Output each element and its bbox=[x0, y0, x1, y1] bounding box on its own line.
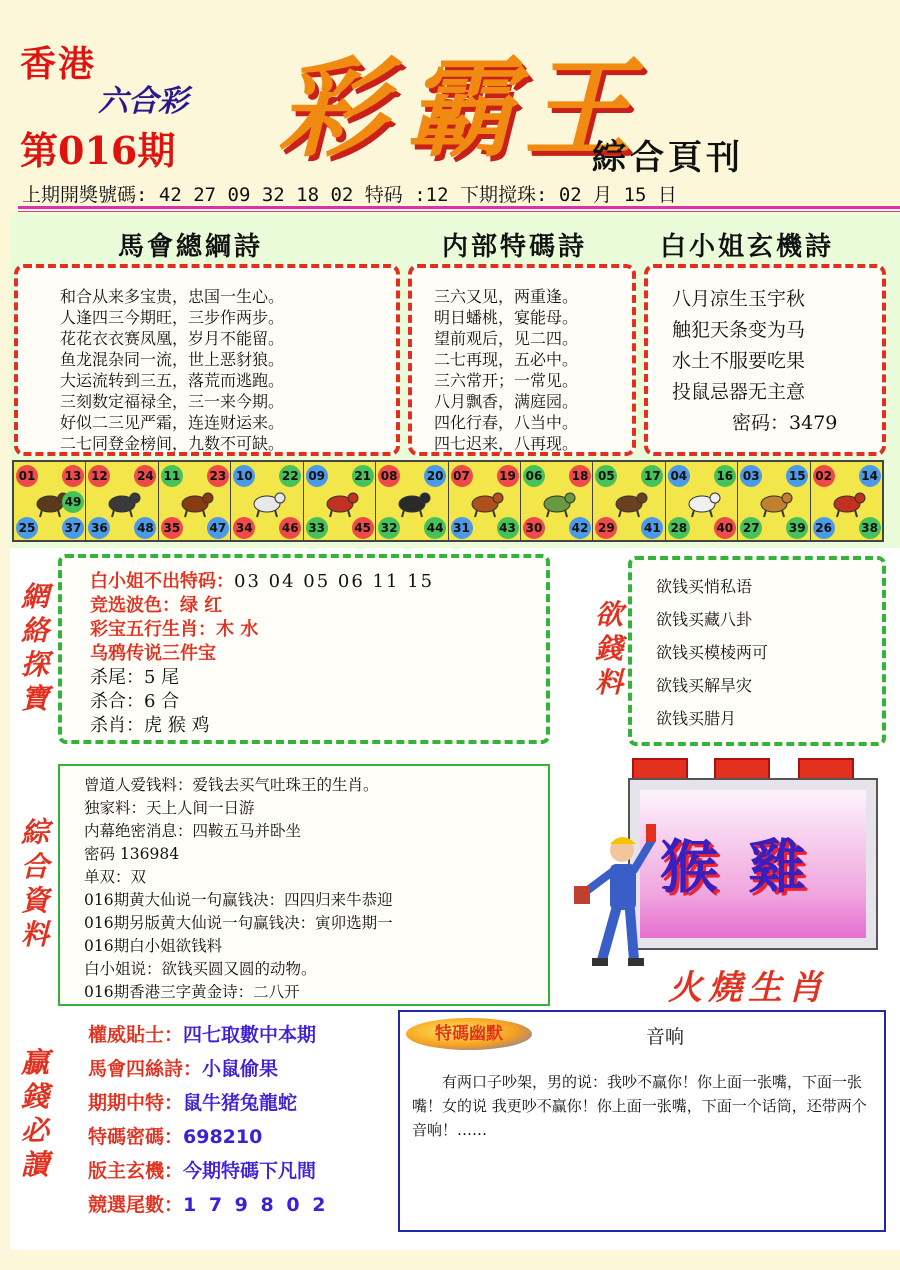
poem2-line: 三六常开；一常见。 bbox=[434, 371, 579, 390]
poem3-line: 水土不服要吃果 bbox=[672, 350, 806, 372]
number-ball: 47 bbox=[207, 517, 229, 539]
poem1-box bbox=[14, 264, 400, 456]
number-ball: 29 bbox=[595, 517, 617, 539]
number-ball: 38 bbox=[859, 517, 881, 539]
network-row: 彩宝五行生肖：木 水 bbox=[90, 619, 259, 640]
network-list bbox=[90, 570, 434, 738]
tips-side-title: 贏 錢 必 讀 bbox=[20, 1046, 49, 1181]
number-ball: 41 bbox=[641, 517, 663, 539]
poem1-line: 鱼龙混杂同一流，世上恶豺狼。 bbox=[60, 350, 285, 369]
poem3-line: 投鼠忌器无主意 bbox=[672, 381, 806, 403]
number-ball: 26 bbox=[813, 517, 835, 539]
zodiac-cell bbox=[231, 462, 303, 540]
money-item: 欲钱买悄私语 bbox=[656, 577, 753, 596]
header-divider bbox=[18, 206, 900, 209]
network-row: 白小姐不出特码：03 04 05 06 11 15 bbox=[90, 571, 435, 592]
zodiac-cell bbox=[666, 462, 738, 540]
zodiac-cell bbox=[86, 462, 158, 540]
logo-char-2: 霸 bbox=[406, 46, 515, 172]
zodiac-cell bbox=[449, 462, 521, 540]
poem2-text bbox=[434, 286, 578, 454]
number-ball: 05 bbox=[595, 465, 617, 487]
poem2-line: 望前观后，见二四。 bbox=[434, 329, 579, 348]
joke-body: 有两口子吵架，男的说：我吵不赢你！你上面一张嘴，下面一张嘴！女的说 我更吵不赢你！你上面一张嘴，下面一个话筒，还带两个音响！…… bbox=[412, 1073, 867, 1139]
general-line: 016期白小姐欲钱料 bbox=[84, 937, 223, 955]
number-ball: 21 bbox=[352, 465, 374, 487]
number-ball: 09 bbox=[306, 465, 328, 487]
rabbit-icon bbox=[245, 486, 289, 518]
joke-title: 音响 bbox=[646, 1026, 685, 1048]
number-ball: 42 bbox=[569, 517, 591, 539]
goat-icon bbox=[535, 486, 579, 518]
poem3-box bbox=[644, 264, 886, 456]
poem1-line: 大运流转到三五，落荒而逃跑。 bbox=[60, 371, 285, 390]
joke-badge: 特碼幽默 bbox=[406, 1018, 532, 1050]
number-ball: 14 bbox=[859, 465, 881, 487]
tip-row: 特碼密碼：698210 bbox=[88, 1126, 263, 1148]
number-ball: 44 bbox=[424, 517, 446, 539]
poem2-line: 明日蟠桃，宴能母。 bbox=[434, 308, 579, 327]
number-ball: 33 bbox=[306, 517, 328, 539]
network-row: 杀合：6 合 bbox=[90, 691, 180, 712]
logo-char-1: 彩 bbox=[278, 46, 387, 172]
general-line: 016期黄大仙说一句赢钱决：四四归来牛恭迎 bbox=[84, 891, 393, 909]
header-divider-thin bbox=[18, 211, 900, 212]
region-title: 香港 bbox=[20, 43, 97, 85]
poem3-code: 密码：3479 bbox=[732, 412, 838, 434]
tiger-icon bbox=[752, 486, 796, 518]
general-line: 白小姐说：欲钱买圆又圆的动物。 bbox=[84, 960, 317, 978]
issue-number: 第016期 bbox=[20, 128, 176, 173]
billboard-caption: 火燒生肖 bbox=[668, 968, 828, 1008]
number-ball: 17 bbox=[641, 465, 663, 487]
number-ball: 46 bbox=[279, 517, 301, 539]
zodiac-cell bbox=[738, 462, 810, 540]
poem2-line: 四七迟来，八再现。 bbox=[434, 434, 579, 453]
dragon-icon bbox=[318, 486, 362, 518]
general-line: 内幕绝密消息：四鞍五马并卧坐 bbox=[84, 822, 302, 840]
number-ball: 04 bbox=[668, 465, 690, 487]
zodiac-cell bbox=[159, 462, 231, 540]
monkey-icon bbox=[607, 486, 651, 518]
number-ball: 25 bbox=[16, 517, 38, 539]
zodiac-cell bbox=[593, 462, 665, 540]
number-ball: 15 bbox=[786, 465, 808, 487]
general-line: 单双：双 bbox=[84, 868, 147, 886]
number-ball: 39 bbox=[786, 517, 808, 539]
poem3-text bbox=[672, 284, 837, 439]
painter-icon bbox=[560, 820, 670, 970]
billboard-lamp bbox=[798, 758, 854, 780]
number-ball: 45 bbox=[352, 517, 374, 539]
poem1-line: 人逢四三今期旺，三步作两步。 bbox=[60, 308, 285, 327]
poem1-text bbox=[60, 286, 284, 454]
network-row: 杀肖：虎 猴 鸡 bbox=[90, 715, 210, 736]
poem3-title: 白小姐玄機詩 bbox=[660, 232, 835, 262]
number-ball: 20 bbox=[424, 465, 446, 487]
number-ball: 40 bbox=[714, 517, 736, 539]
money-item: 欲钱买解旱灾 bbox=[656, 676, 753, 695]
network-row: 竞选波色：绿 红 bbox=[90, 595, 223, 616]
number-ball: 49 bbox=[62, 491, 84, 513]
poem3-line: 八月凉生玉宇秋 bbox=[672, 288, 806, 310]
ox-icon bbox=[825, 486, 869, 518]
number-ball: 10 bbox=[233, 465, 255, 487]
subtitle: 綜合頁刊 bbox=[592, 138, 744, 178]
poem2-box bbox=[408, 264, 636, 456]
general-line: 密码 136984 bbox=[84, 845, 180, 863]
network-row: 杀尾：5 尾 bbox=[90, 667, 180, 688]
number-ball: 03 bbox=[740, 465, 762, 487]
tip-row: 馬會四絲詩：小鼠偷果 bbox=[88, 1058, 279, 1080]
zodiac-cell bbox=[521, 462, 593, 540]
zodiac-number-table bbox=[12, 460, 884, 542]
tip-row: 版主玄機：今期特碼下凡間 bbox=[88, 1160, 317, 1182]
pig-icon bbox=[100, 486, 144, 518]
zodiac-cell bbox=[811, 462, 882, 540]
poem1-line: 二七同登金榜间，九数不可缺。 bbox=[60, 434, 285, 453]
general-box bbox=[58, 764, 550, 1006]
tip-row: 競選尾數：1 7 9 8 0 2 bbox=[88, 1194, 329, 1216]
number-ball: 37 bbox=[62, 517, 84, 539]
dog-icon bbox=[173, 486, 217, 518]
money-item: 欲钱买藏八卦 bbox=[656, 610, 753, 629]
number-ball: 24 bbox=[134, 465, 156, 487]
billboard-lamp bbox=[632, 758, 688, 780]
rooster-icon bbox=[680, 486, 724, 518]
poem1-line: 花花衣衣赛凤凰，岁月不能留。 bbox=[60, 329, 285, 348]
poem1-line: 好似二三见严霜，连连财运来。 bbox=[60, 413, 285, 432]
number-ball: 07 bbox=[451, 465, 473, 487]
money-item: 欲钱买模棱两可 bbox=[656, 643, 769, 662]
number-ball: 02 bbox=[813, 465, 835, 487]
poem2-line: 二七再现，五必中。 bbox=[434, 350, 579, 369]
number-ball: 32 bbox=[378, 517, 400, 539]
general-side-title: 綜 合 資 料 bbox=[20, 816, 49, 951]
number-ball: 12 bbox=[88, 465, 110, 487]
snake-icon bbox=[390, 486, 434, 518]
tips-list bbox=[88, 1018, 328, 1222]
network-row: 乌鸦传说三件宝 bbox=[90, 643, 216, 664]
tip-row: 權威貼士：四七取數中本期 bbox=[88, 1024, 317, 1046]
number-ball: 36 bbox=[88, 517, 110, 539]
number-ball: 18 bbox=[569, 465, 591, 487]
money-box bbox=[628, 556, 886, 746]
general-line: 独家料：天上人间一日游 bbox=[84, 799, 255, 817]
money-item: 欲钱买腊月 bbox=[656, 709, 737, 728]
number-ball: 11 bbox=[161, 465, 183, 487]
number-ball: 01 bbox=[16, 465, 38, 487]
poem1-line: 三刻数定福禄全，三一来今期。 bbox=[60, 392, 285, 411]
general-line: 016期香港三字黄金诗：二八开 bbox=[84, 983, 300, 1001]
number-ball: 06 bbox=[523, 465, 545, 487]
poem2-line: 四化行春，八当中。 bbox=[434, 413, 579, 432]
poem3-line: 触犯天条变为马 bbox=[672, 319, 806, 341]
logo-char-3: 王 bbox=[524, 46, 633, 172]
zodiac-cell bbox=[14, 462, 86, 540]
number-ball: 35 bbox=[161, 517, 183, 539]
poem1-line: 和合从来多宝贵，忠国一生心。 bbox=[60, 287, 285, 306]
network-side-title: 網 絡 探 寶 bbox=[20, 580, 49, 715]
zodiac-cell bbox=[376, 462, 448, 540]
poem2-line: 三六又见，两重逢。 bbox=[434, 287, 579, 306]
poem2-title: 内部特碼詩 bbox=[442, 232, 588, 262]
general-line: 曾道人爱钱料：爱钱去买气吐珠王的生肖。 bbox=[84, 776, 379, 794]
lottery-title: 六合彩 bbox=[98, 84, 188, 119]
number-ball: 08 bbox=[378, 465, 400, 487]
horse-icon bbox=[463, 486, 507, 518]
last-draw-results: 上期開獎號碼: 42 27 09 32 18 02 特码 :12 下期搅珠: 02 月 15 日 bbox=[22, 184, 677, 206]
number-ball: 28 bbox=[668, 517, 690, 539]
poem1-title: 馬會總綱詩 bbox=[118, 232, 264, 262]
number-ball: 34 bbox=[233, 517, 255, 539]
number-ball: 30 bbox=[523, 517, 545, 539]
number-ball: 31 bbox=[451, 517, 473, 539]
number-ball: 48 bbox=[134, 517, 156, 539]
money-side-title: 欲 錢 料 bbox=[594, 598, 623, 699]
number-ball: 43 bbox=[497, 517, 519, 539]
zodiac-cell bbox=[304, 462, 376, 540]
money-list bbox=[656, 570, 768, 735]
general-list bbox=[84, 774, 393, 1004]
poem2-line: 八月飘香，满庭园。 bbox=[434, 392, 579, 411]
number-ball: 27 bbox=[740, 517, 762, 539]
general-line: 016期另版黄大仙说一句赢钱决：寅卯选期一 bbox=[84, 914, 393, 932]
number-ball: 16 bbox=[714, 465, 736, 487]
number-ball: 13 bbox=[62, 465, 84, 487]
number-ball: 23 bbox=[207, 465, 229, 487]
billboard-text: 猴雞 bbox=[660, 833, 837, 901]
network-box bbox=[58, 554, 550, 744]
number-ball: 22 bbox=[279, 465, 301, 487]
tip-row: 期期中特：鼠牛猪兔龍蛇 bbox=[88, 1092, 298, 1114]
number-ball: 19 bbox=[497, 465, 519, 487]
logo bbox=[278, 22, 638, 172]
billboard-lamp bbox=[714, 758, 770, 780]
